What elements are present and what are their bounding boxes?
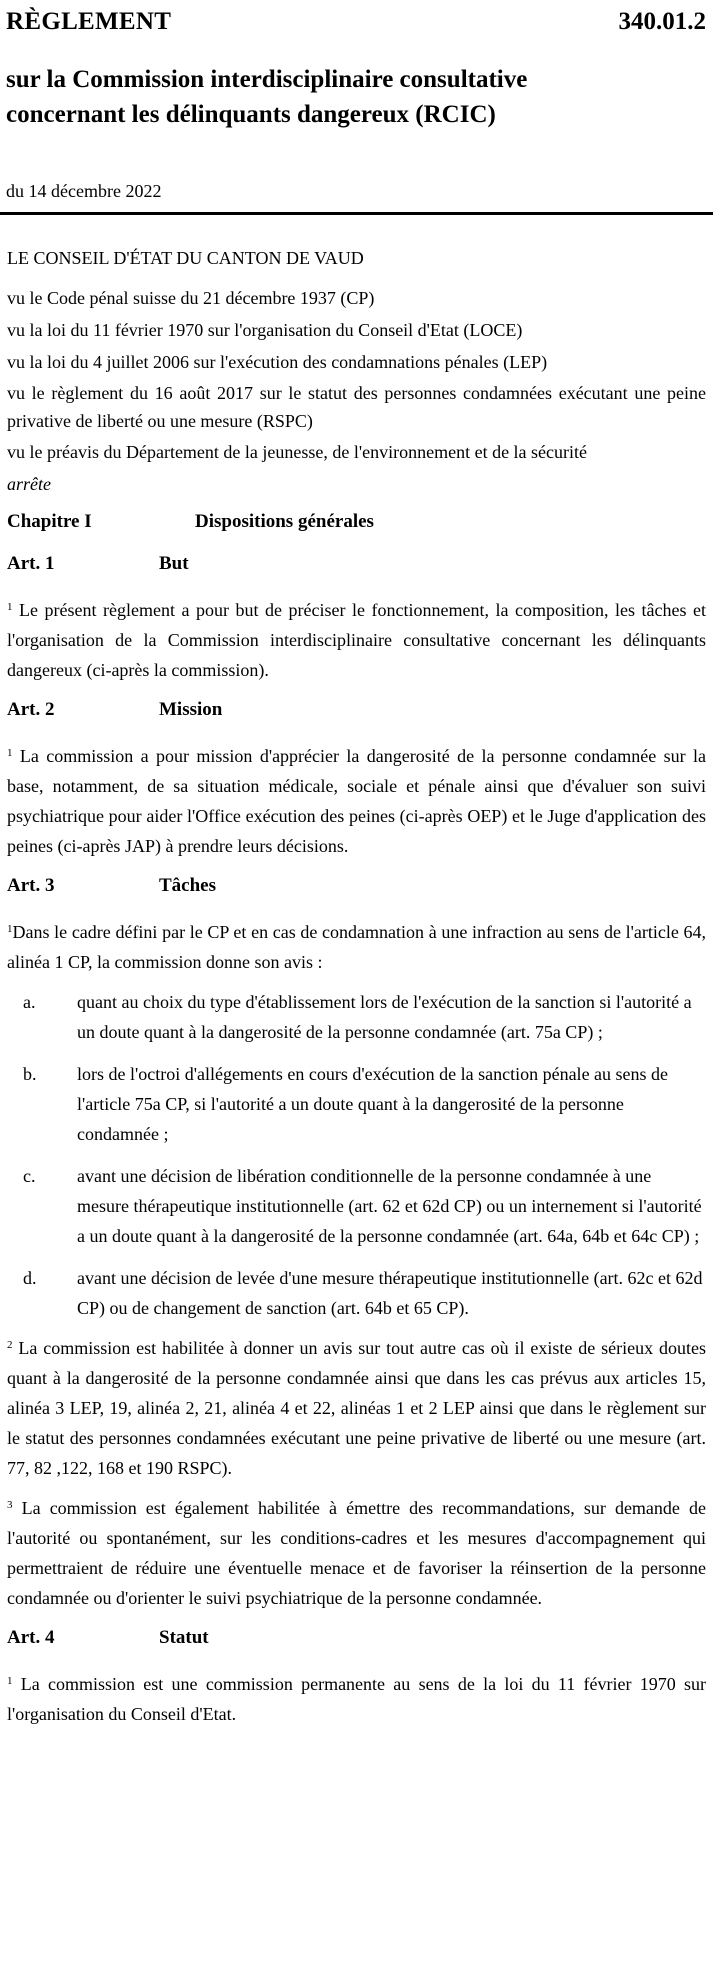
article-title: But <box>159 553 189 574</box>
list-item-letter: c. <box>23 1166 36 1186</box>
article-number: Art. 4 <box>7 1627 55 1648</box>
paragraph-number: 1 <box>7 1675 13 1687</box>
chapter-heading <box>7 507 706 541</box>
article-heading <box>7 695 706 729</box>
header-divider <box>0 212 713 215</box>
paragraph-text: La commission est habilitée à donner un avis sur tout autre cas où il existe de sérieux doutes quant à la dangerosité de la personne condamnée ainsi que dans les cas prévus aux articles 15, alinéa 3 LEP, 19, alinéa 2, 21, alinéa 4 et 22, alinéas 1 et 2 LEP ainsi que dans le règlement sur le statut des personnes condamnées exécutant une peine privative de liberté ou une mesure (art. 77, 82 ,122, 168 et 190 RSPC). <box>7 1338 706 1478</box>
article-title: Mission <box>159 699 223 720</box>
list-item-letter: d. <box>23 1268 37 1288</box>
paragraph-text: La commission est également habilitée à émettre des recommandations, sur demande de l'autorité ou spontanément, sur les conditions-cadres et les mesures d'accompagnement qui permettraient de réduire une éventuelle menace et de favoriser la réinsertion de la personne condamnée ou d'orienter le suivi psychiatrique de la personne condamnée. <box>7 1498 706 1608</box>
paragraph-text: La commission est une commission permanente au sens de la loi du 11 février 1970 sur l'organisation du Conseil d'Etat. <box>7 1674 706 1724</box>
list-item <box>7 987 706 1047</box>
article-paragraph <box>7 595 706 685</box>
doc-date: du 14 décembre 2022 <box>6 181 162 201</box>
article-paragraph <box>7 1333 706 1483</box>
document-body <box>7 243 706 1729</box>
article-heading <box>7 549 706 583</box>
vu-line: vu le règlement du 16 août 2017 sur le statut des personnes condamnées exécutant une peine privative de liberté ou une mesure (RSPC) <box>7 383 706 431</box>
article-title: Tâches <box>159 875 216 896</box>
list-item <box>7 1161 706 1251</box>
paragraph-number: 1 <box>7 747 13 759</box>
vu-line: vu le préavis du Département de la jeunesse, de l'environnement et de la sécurité <box>7 442 588 462</box>
article-number: Art. 2 <box>7 699 55 720</box>
paragraph-text: La commission a pour mission d'apprécier la dangerosité de la personne condamnée sur la base, notamment, de sa situation médicale, sociale et pénale ainsi que d'évaluer son suivi psychiatrique pour aider l'Office exécution des peines (ci-après OEP) et le Juge d'application des peines (ci-après JAP) à prendre leurs décisions. <box>7 746 706 856</box>
paragraph-text: Dans le cadre défini par le CP et en cas de condamnation à une infraction au sens de l'article 64, alinéa 1 CP, la commission donne son avis : <box>7 922 706 972</box>
list-item-text: avant une décision de levée d'une mesure thérapeutique institutionnelle (art. 62c et 62d CP) ou de changement de sanction (art. 64b et 65 CP). <box>77 1268 703 1318</box>
arrete: arrête <box>7 474 51 494</box>
list-item <box>7 1059 706 1149</box>
paragraph-text: Le présent règlement a pour but de préciser le fonctionnement, la composition, les tâches et l'organisation de la Commission interdisciplinaire consultative concernant les délinquants dangereux (ci-après la commission). <box>7 600 706 680</box>
list-item-text: quant au choix du type d'établissement lors de l'exécution de la sanction si l'autorité a un doute quant à la dangerosité de la personne condamnée (art. 75a CP) ; <box>77 992 692 1042</box>
article-title: Statut <box>159 1627 209 1648</box>
paragraph-number: 2 <box>7 1339 13 1351</box>
article-paragraph <box>7 1669 706 1729</box>
article-paragraph <box>7 917 706 977</box>
doc-number: 340.01.2 <box>618 8 706 35</box>
article-paragraph <box>7 1493 706 1613</box>
vu-line: vu la loi du 4 juillet 2006 sur l'exécution des condamnations pénales (LEP) <box>7 352 548 372</box>
article-number: Art. 3 <box>7 875 55 896</box>
list-item-text: avant une décision de libération conditionnelle de la personne condamnée à une mesure thérapeutique institutionnelle (art. 62 et 62d CP) ou un internement si l'autorité a un doute quant à la dangerosité de la personne condamnée (art. 64a, 64b et 64c CP) ; <box>77 1166 702 1246</box>
paragraph-number: 3 <box>7 1499 13 1511</box>
article-paragraph <box>7 741 706 861</box>
article-number: Art. 1 <box>7 553 55 574</box>
list-item-text: lors de l'octroi d'allégements en cours d'exécution de la sanction pénale au sens de l'article 75a CP, si l'autorité a un doute quant à la dangerosité de la personne condamnée ; <box>77 1064 669 1144</box>
doc-title <box>6 62 696 132</box>
doc-title-line1: sur la Commission interdisciplinaire consultative <box>6 66 528 93</box>
chapter-number: Chapitre I <box>7 511 92 532</box>
authority: LE CONSEIL D'ÉTAT DU CANTON DE VAUD <box>7 248 364 268</box>
article-heading <box>7 1623 706 1657</box>
doc-type: RÈGLEMENT <box>6 8 172 35</box>
list-item <box>7 1263 706 1323</box>
chapter-title: Dispositions générales <box>195 511 374 532</box>
vu-line: vu le Code pénal suisse du 21 décembre 1937 (CP) <box>7 288 375 308</box>
article-heading <box>7 871 706 905</box>
doc-title-line2: concernant les délinquants dangereux (RCIC) <box>6 101 496 128</box>
list-item-letter: b. <box>23 1064 37 1084</box>
paragraph-number: 1 <box>7 923 13 935</box>
vu-line: vu la loi du 11 février 1970 sur l'organisation du Conseil d'Etat (LOCE) <box>7 320 523 340</box>
paragraph-number: 1 <box>7 601 13 613</box>
list-item-letter: a. <box>23 992 36 1012</box>
